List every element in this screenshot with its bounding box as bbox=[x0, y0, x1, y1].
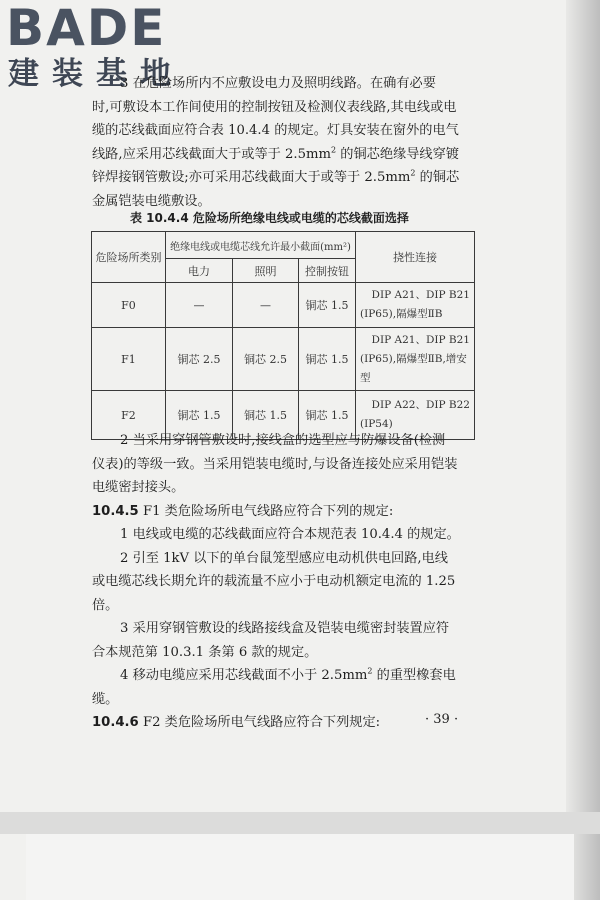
text-line: 锌焊接钢管敷设;亦可采用芯线截面大于或等于 $2.5mm^2$ 的铜芯 bbox=[92, 168, 460, 185]
text-line: 缆的芯线截面应符合表 10.4.4 的规定。灯具安装在窗外的电气 bbox=[92, 123, 459, 138]
cell-category: F0 bbox=[92, 283, 166, 328]
cell-power: 铜芯 2.5 bbox=[166, 328, 233, 391]
header-lighting: 照明 bbox=[233, 259, 299, 283]
page-edge-shadow bbox=[566, 0, 600, 900]
table-row bbox=[92, 283, 475, 328]
table-caption: 表 10.4.4 危险场所绝缘电线或电缆的芯线截面选择 bbox=[130, 211, 409, 225]
watermark-subtitle: 建装基地 bbox=[8, 56, 184, 92]
text-line: 2 引至 1kV 以下的单台鼠笼型感应电动机供电回路,电线 bbox=[120, 550, 448, 566]
text-line: 缆。 bbox=[92, 691, 119, 707]
cell-power: — bbox=[166, 283, 233, 328]
header-control: 控制按钮 bbox=[299, 259, 356, 283]
cell-control: 铜芯 1.5 bbox=[299, 328, 356, 391]
header-min-section: 绝缘电线或电缆芯线允许最小截面(mm²) bbox=[166, 232, 356, 259]
text-line: 3 采用穿钢管敷设的线路接线盒及铠装电缆密封装置应符 bbox=[120, 621, 450, 636]
cell-lighting: 铜芯 2.5 bbox=[233, 328, 299, 391]
text-line: 4 移动电缆应采用芯线截面不小于 $2.5mm^2$ 的重型橡套电 bbox=[120, 666, 456, 683]
text-line: 线路,应采用芯线截面大于或等于 $2.5mm^2$ 的铜芯绝缘导线穿镀 bbox=[92, 145, 459, 162]
cell-control: 铜芯 1.5 bbox=[299, 283, 356, 328]
text-line: 金属铠装电缆敷设。 bbox=[92, 193, 211, 209]
next-page-sheet bbox=[26, 834, 574, 900]
cell-power: 铜芯 1.5 bbox=[166, 391, 233, 440]
cell-connection: DIP A22、DIP B22 (IP54) bbox=[356, 391, 475, 440]
watermark-brand: BADE bbox=[6, 0, 167, 57]
header-flexible-connection: 挠性连接 bbox=[356, 232, 475, 283]
text-line: 10.4.6 F2 类危险场所电气线路应符合下列规定: bbox=[92, 715, 381, 730]
text-line: 仪表)的等级一致。当采用铠装电缆时,与设备连接处应采用铠装 bbox=[92, 456, 458, 472]
text-line: 或电缆芯线长期允许的载流量不应小于电动机额定电流的 1.25 bbox=[92, 574, 456, 589]
page-number: · 39 · bbox=[425, 712, 459, 727]
text-line: 合本规范第 10.3.1 条第 6 款的规定。 bbox=[92, 644, 318, 660]
intro-paragraph bbox=[92, 72, 474, 213]
cell-lighting: — bbox=[233, 283, 299, 328]
cell-category: F2 bbox=[92, 391, 166, 440]
text-line: 电缆密封接头。 bbox=[92, 480, 185, 495]
text-line: 1 电线或电缆的芯线截面应符合本规范表 10.4.4 的规定。 bbox=[120, 527, 460, 542]
cable-section-table bbox=[91, 231, 475, 440]
body-paragraphs bbox=[92, 429, 474, 735]
text-line: 10.4.5 F1 类危险场所电气线路应符合下列的规定: bbox=[92, 503, 394, 519]
section-number: 10.4.6 bbox=[92, 715, 139, 730]
header-power: 电力 bbox=[166, 259, 233, 283]
header-category: 危险场所类别 bbox=[92, 232, 166, 283]
text-line: 倍。 bbox=[92, 597, 119, 613]
cell-connection: DIP A21、DIP B21 (IP65),隔爆型ⅡB bbox=[356, 283, 475, 328]
text-line: 3 在危险场所内不应敷设电力及照明线路。在确有必要 bbox=[120, 76, 436, 91]
text-line: 2 当采用穿钢管敷设时,接线盒的选型应与防爆设备(检测 bbox=[120, 433, 446, 448]
page-bottom-band bbox=[0, 812, 600, 834]
section-number: 10.4.5 bbox=[92, 503, 139, 519]
cell-lighting: 铜芯 1.5 bbox=[233, 391, 299, 440]
cell-control: 铜芯 1.5 bbox=[299, 391, 356, 440]
table-row bbox=[92, 328, 475, 391]
cell-connection: DIP A21、DIP B21 (IP65),隔爆型ⅡB,增安 型 bbox=[356, 328, 475, 391]
cell-category: F1 bbox=[92, 328, 166, 391]
text-line: 时,可敷设本工作间使用的控制按钮及检测仪表线路,其电线或电 bbox=[92, 99, 457, 115]
